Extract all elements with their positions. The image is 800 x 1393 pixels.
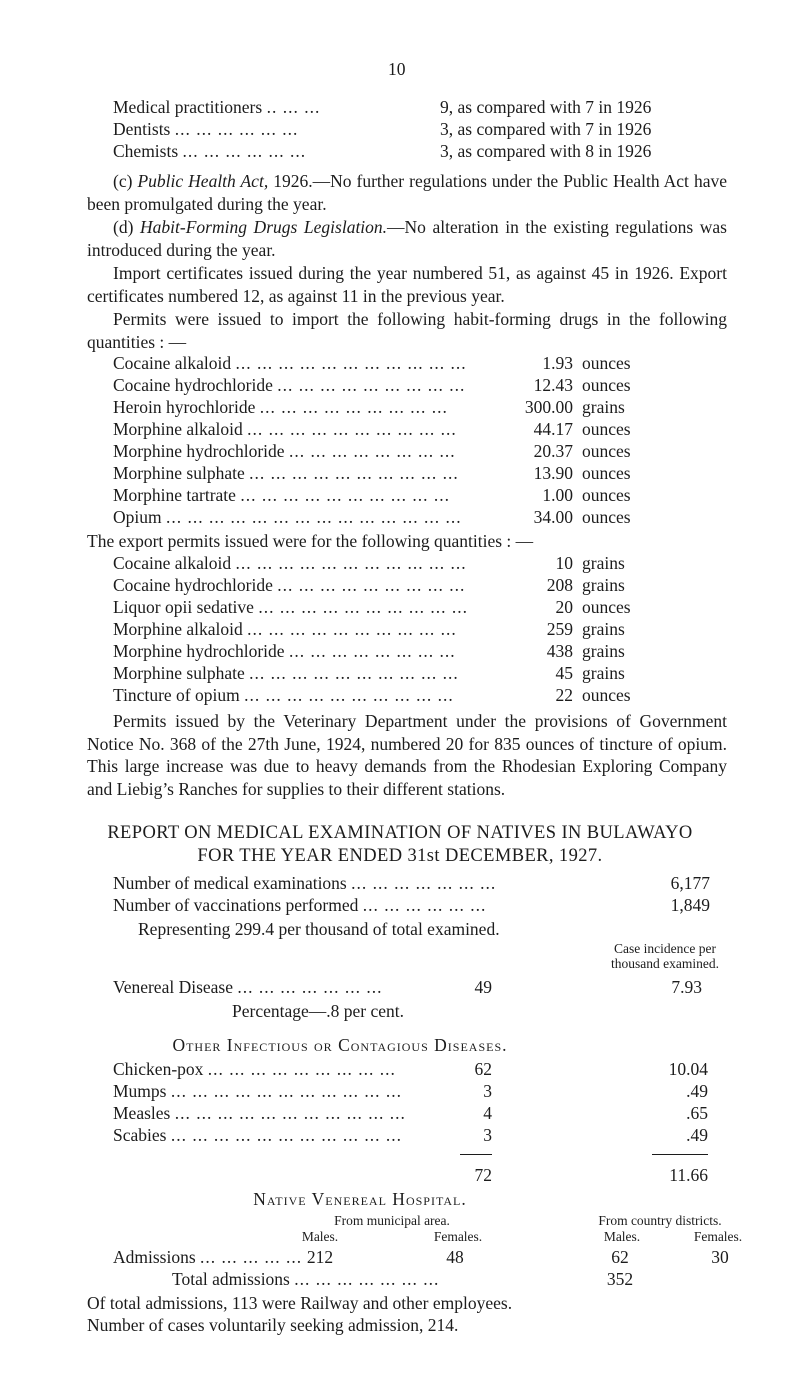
country-males-header: Males. — [603, 1229, 641, 1244]
table-row-name: Measles ... ... ... ... ... ... ... ... ... ... ... — [113, 1103, 406, 1123]
table-row-name: Morphine alkaloid ... ... ... ... ... ... ... ... ... ... — [113, 419, 457, 439]
table-row-name: Heroin hyrochloride ... ... ... ... ... ... ... ... ... — [113, 397, 448, 417]
paragraph-permits: Permits were issued to import the following habit-forming drugs in the following quantities : — — [87, 309, 727, 352]
paragraph-habit-forming: (d) Habit-Forming Drugs Legislation.—No alteration in the existing regulations was introduced during the year. — [87, 217, 727, 260]
table-row-unit: grains — [582, 663, 625, 683]
table-row-name: Morphine tartrate ... ... ... ... ... ... ... ... ... ... — [113, 485, 450, 505]
stat-label: Number of vaccinations performed ... ... ... ... ... ... — [113, 895, 487, 915]
stat-value: 1,849 — [670, 895, 710, 915]
table-row-unit: grains — [582, 641, 625, 661]
export-intro: The export permits issued were for the following quantities : — — [87, 531, 534, 551]
stat-value: 6,177 — [670, 873, 710, 893]
table-row-cases: 3 — [483, 1081, 492, 1101]
table-row-qty: 13.90 — [533, 463, 573, 483]
table-row-name: Liquor opii sedative ... ... ... ... ... ... ... ... ... ... — [113, 597, 468, 617]
paragraph-veterinary: Permits issued by the Veterinary Department under the provisions of Government Notice No. 368 of the 27th June, 1924, numbered 20 for 835 ounces of tincture of opium. This large increase was due to heavy demands from the Rhodesian Exploring Company and Liebig’s Ranches for supplies to their different stations. — [87, 711, 727, 799]
table-row-qty: 259 — [546, 619, 573, 639]
table-row-qty: 22 — [555, 685, 573, 705]
table-row-qty: 438 — [546, 641, 573, 661]
registration-label: Medical practitioners .. ... ... — [113, 97, 321, 117]
table-row-unit: ounces — [582, 419, 631, 439]
hospital-heading: Native Venereal Hospital. — [253, 1189, 467, 1209]
table-row-name: Mumps ... ... ... ... ... ... ... ... ... ... ... — [113, 1081, 402, 1101]
percentage-note: Percentage—.8 per cent. — [232, 1001, 405, 1021]
table-row-qty: 34.00 — [533, 507, 573, 527]
table-row-name: Tincture of opium ... ... ... ... ... ... ... ... ... ... — [113, 685, 454, 705]
venereal-rate: 7.93 — [671, 977, 702, 997]
cases-total-rule — [460, 1154, 492, 1155]
table-row-qty: 12.43 — [533, 375, 573, 395]
table-row-qty: 1.93 — [542, 353, 573, 373]
table-row-name: Opium ... ... ... ... ... ... ... ... ... ... ... ... ... ... — [113, 507, 462, 527]
table-row-unit: ounces — [582, 375, 631, 395]
representing-note: Representing 299.4 per thousand of total examined. — [138, 919, 500, 939]
municipal-females-value: 48 — [446, 1247, 464, 1267]
table-row-qty: 208 — [546, 575, 573, 595]
total-admissions-value: 352 — [606, 1269, 634, 1289]
table-row-name: Morphine sulphate ... ... ... ... ... ... ... ... ... ... — [113, 463, 459, 483]
table-row-name: Morphine alkaloid ... ... ... ... ... ... ... ... ... ... — [113, 619, 457, 639]
total-admissions-label: Total admissions ... ... ... ... ... ... ... — [172, 1269, 440, 1289]
other-diseases-heading: Other Infectious or Contagious Diseases. — [172, 1035, 508, 1055]
table-row-unit: ounces — [582, 685, 631, 705]
table-row-qty: 20.37 — [533, 441, 573, 461]
table-row-qty: 1.00 — [542, 485, 573, 505]
table-row-cases: 3 — [483, 1125, 492, 1145]
total-cases: 72 — [474, 1165, 492, 1185]
table-row-qty: 44.17 — [533, 419, 573, 439]
total-rate: 11.66 — [669, 1165, 708, 1185]
municipal-males-value: 212 — [306, 1247, 334, 1267]
registration-label: Chemists ... ... ... ... ... ... — [113, 141, 307, 161]
table-row-unit: grains — [582, 575, 625, 595]
municipal-males-header: Males. — [301, 1229, 339, 1244]
registration-value: 3, as compared with 7 in 1926 — [440, 119, 652, 139]
table-row-name: Cocaine alkaloid ... ... ... ... ... ... ... ... ... ... ... — [113, 553, 467, 573]
country-females-header: Females. — [693, 1229, 743, 1244]
table-row-cases: 62 — [474, 1059, 492, 1079]
registration-value: 3, as compared with 8 in 1926 — [440, 141, 652, 161]
table-row-qty: 10 — [555, 553, 573, 573]
table-row-unit: grains — [582, 553, 625, 573]
table-row-unit: grains — [582, 397, 625, 417]
rate-total-rule — [652, 1154, 708, 1155]
municipal-females-header: Females. — [433, 1229, 483, 1244]
paragraph-public-health: (c) Public Health Act, 1926.—No further regulations under the Public Health Act have been promulgated during the year. — [87, 171, 727, 214]
table-row-name: Cocaine hydrochloride ... ... ... ... ... ... ... ... ... — [113, 375, 466, 395]
paragraph-import-certificates: Import certificates issued during the year numbered 51, as against 45 in 1926. Export certificates numbered 12, as against 11 in the previous year. — [87, 263, 727, 306]
table-row-unit: ounces — [582, 441, 631, 461]
table-row-name: Chicken-pox ... ... ... ... ... ... ... ... ... — [113, 1059, 396, 1079]
registration-value: 9, as compared with 7 in 1926 — [440, 97, 652, 117]
table-row-rate: .65 — [686, 1103, 708, 1123]
table-row-unit: ounces — [582, 463, 631, 483]
table-row-unit: ounces — [582, 353, 631, 373]
table-row-unit: ounces — [582, 597, 631, 617]
country-districts-header: From country districts. — [598, 1213, 722, 1228]
page-number: 10 — [388, 59, 406, 79]
country-males-value: 62 — [611, 1247, 629, 1267]
table-row-rate: 10.04 — [668, 1059, 708, 1079]
incidence-header-line2: thousand examined. — [611, 956, 719, 971]
report-heading-line2: FOR THE YEAR ENDED 31st DECEMBER, 1927. — [197, 846, 603, 866]
table-row-unit: ounces — [582, 507, 631, 527]
admissions-label: Admissions ... ... ... ... ... — [113, 1247, 303, 1267]
venereal-label: Venereal Disease ... ... ... ... ... ... ... — [113, 977, 383, 997]
table-row-rate: .49 — [686, 1125, 708, 1145]
table-row-name: Morphine sulphate ... ... ... ... ... ... ... ... ... ... — [113, 663, 459, 683]
table-row-name: Morphine hydrochloride ... ... ... ... ... ... ... ... — [113, 441, 456, 461]
table-row-cases: 4 — [483, 1103, 492, 1123]
stat-label: Number of medical examinations ... ... ... ... ... ... ... — [113, 873, 497, 893]
venereal-cases: 49 — [474, 977, 492, 997]
municipal-area-header: From municipal area. — [334, 1213, 450, 1228]
table-row-name: Morphine hydrochloride ... ... ... ... ... ... ... ... — [113, 641, 456, 661]
table-row-unit: grains — [582, 619, 625, 639]
closing-line-voluntary: Number of cases voluntarily seeking admission, 214. — [87, 1315, 459, 1335]
table-row-name: Cocaine alkaloid ... ... ... ... ... ... ... ... ... ... ... — [113, 353, 467, 373]
table-row-qty: 300.00 — [524, 397, 573, 417]
table-row-qty: 45 — [555, 663, 573, 683]
table-row-qty: 20 — [555, 597, 573, 617]
table-row-unit: ounces — [582, 485, 631, 505]
incidence-header-line1: Case incidence per — [614, 941, 716, 956]
country-females-value: 30 — [711, 1247, 729, 1267]
registration-label: Dentists ... ... ... ... ... ... — [113, 119, 299, 139]
table-row-rate: .49 — [686, 1081, 708, 1101]
report-heading-line1: REPORT ON MEDICAL EXAMINATION OF NATIVES IN BULAWAYO — [107, 823, 693, 843]
closing-line-railway: Of total admissions, 113 were Railway and other employees. — [87, 1293, 513, 1313]
table-row-name: Cocaine hydrochloride ... ... ... ... ... ... ... ... ... — [113, 575, 466, 595]
table-row-name: Scabies ... ... ... ... ... ... ... ... ... ... ... — [113, 1125, 402, 1145]
